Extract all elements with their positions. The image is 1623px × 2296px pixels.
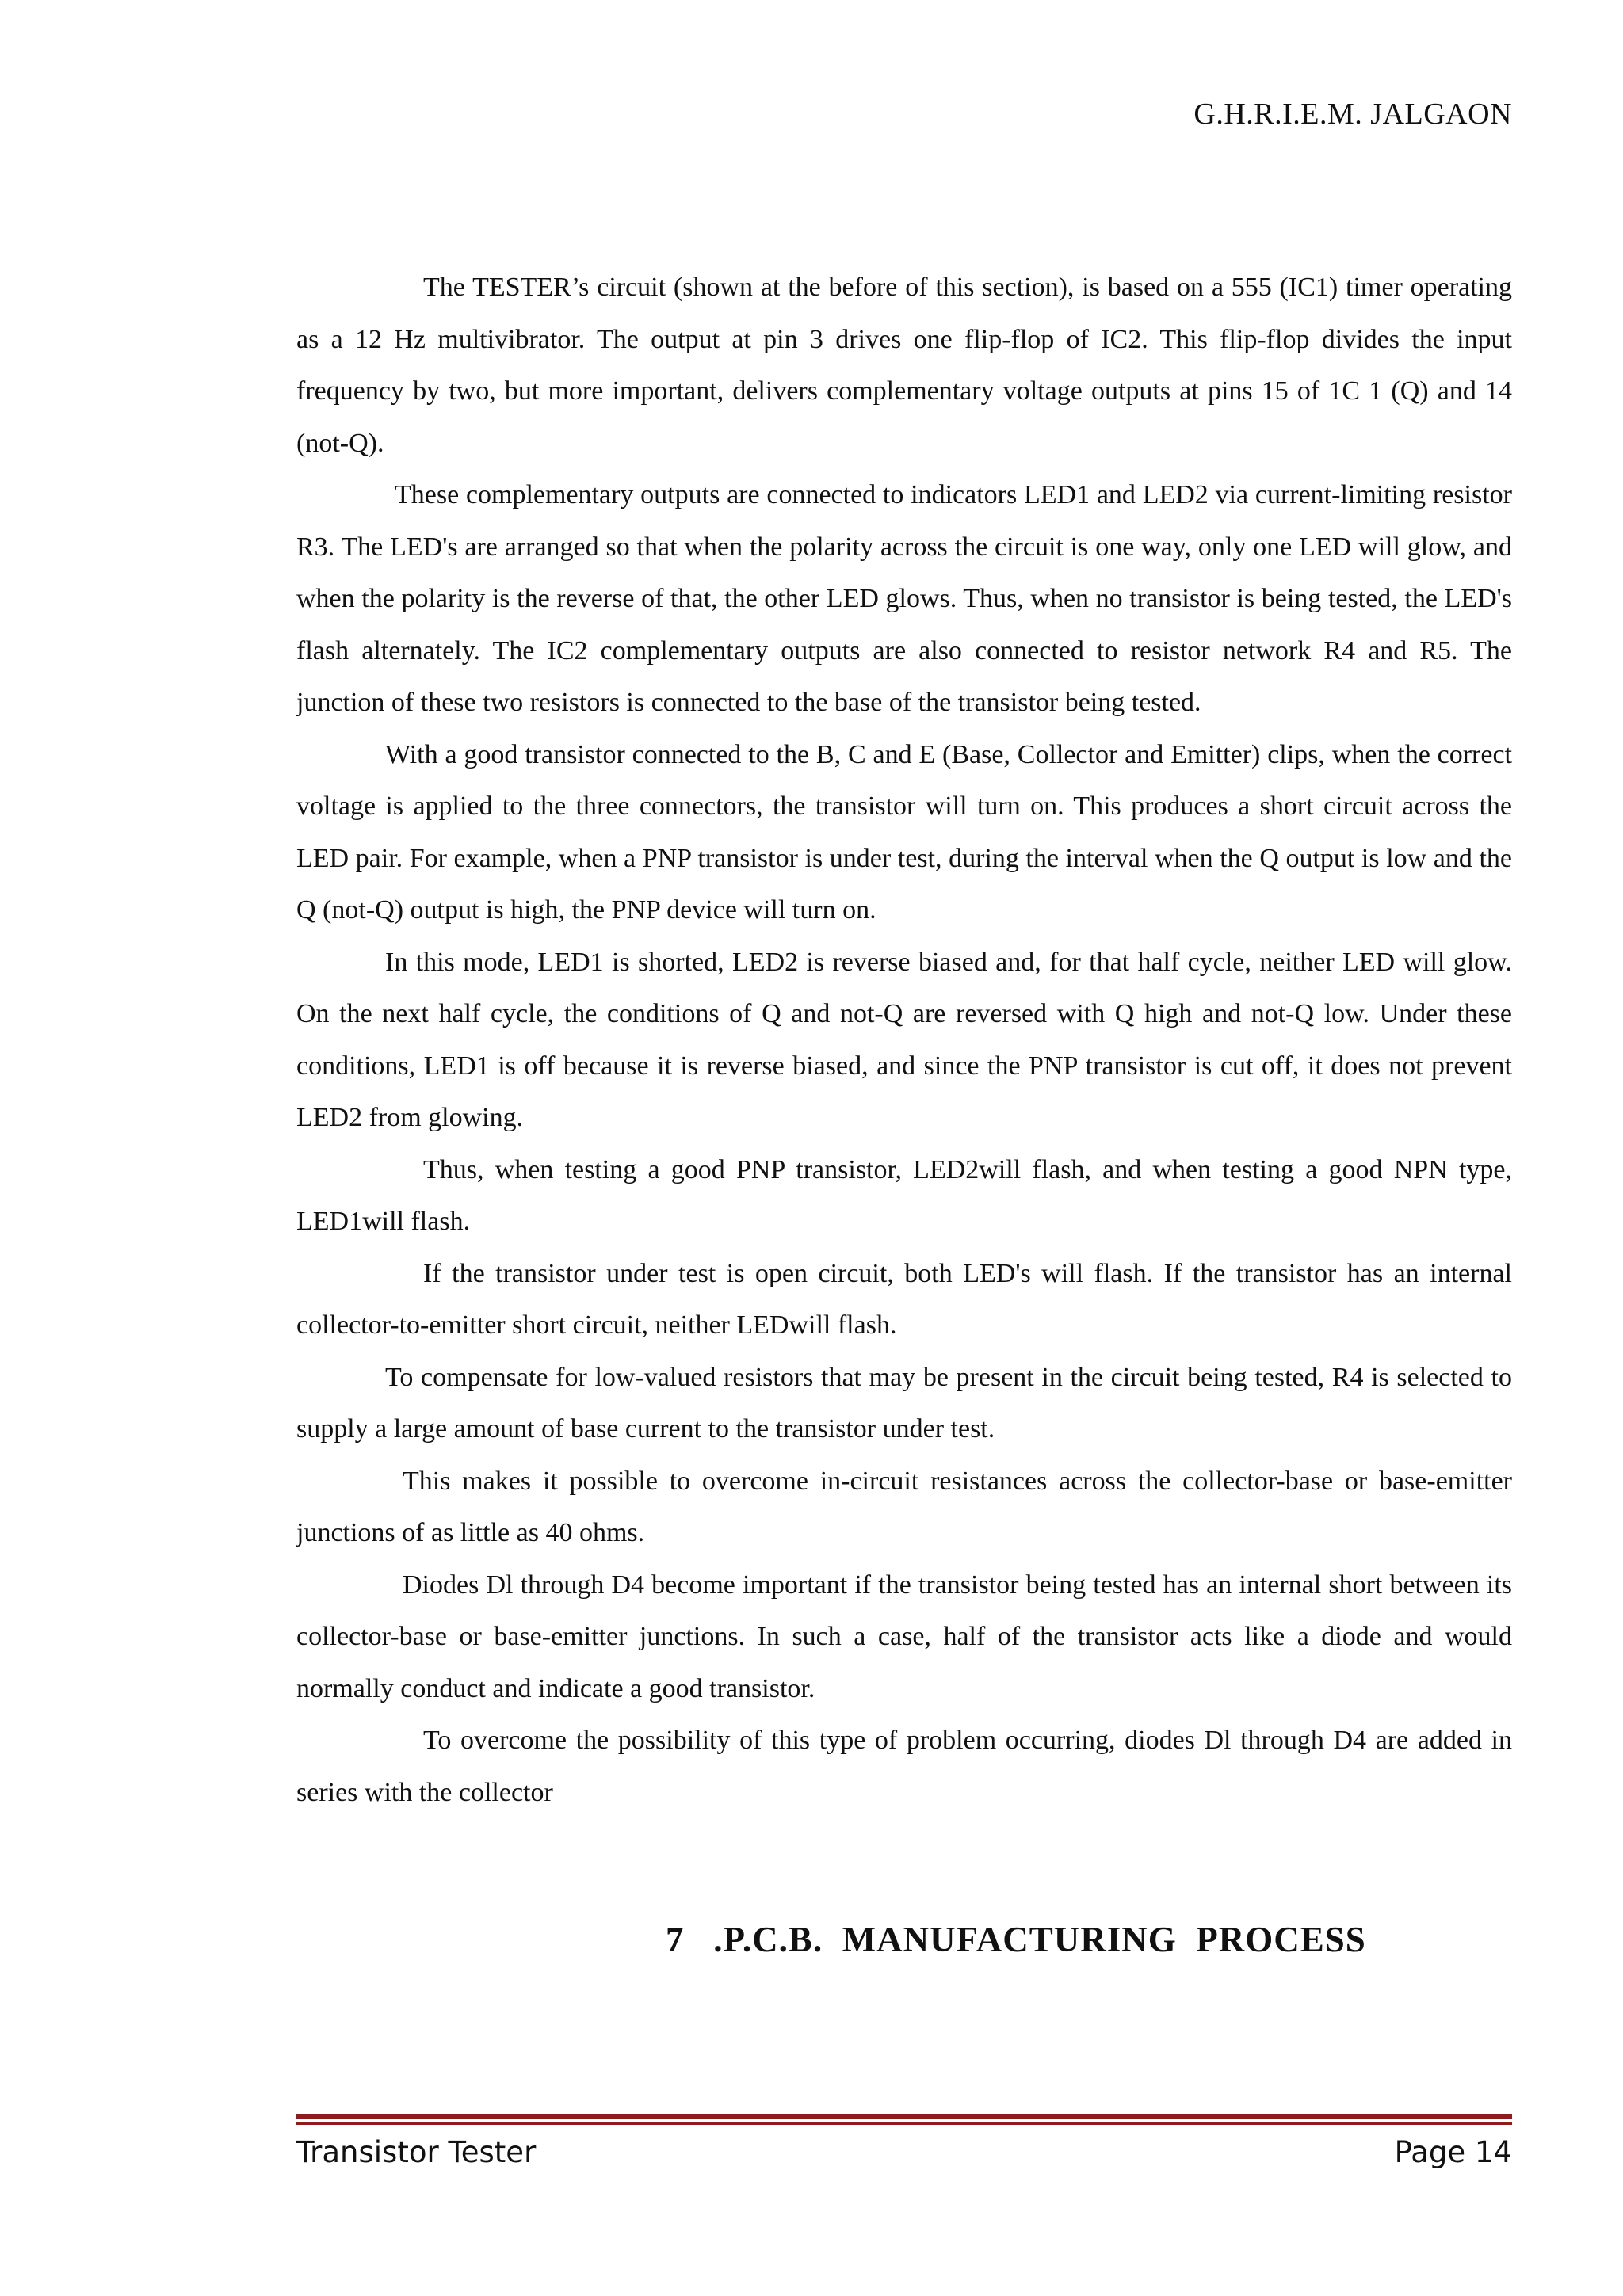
paragraph-3: With a good transistor connected to the B, C and E (Base, Collector and Emitter) clips, when the correct voltage is applied to the three connectors, the transistor will turn on. This produces a short circuit across the LED pair. For example, when a PNP transistor is under test, during the interval when the Q output is low and the Q (not-Q) output is high, the PNP device will turn on.: [296, 739, 1512, 925]
header-institution: G.H.R.I.E.M. JALGAON: [1193, 97, 1512, 131]
paragraph-6: If the transistor under test is open circuit, both LED's will flash. If the transistor has an internal collector-to-emitter short circuit, neither LEDwill flash.: [296, 1258, 1512, 1340]
paragraph-10: To overcome the possibility of this type of problem occurring, diodes Dl through D4 are added in series with the collector: [296, 1726, 1512, 1807]
paragraph-4: In this mode, LED1 is shorted, LED2 is reverse biased and, for that half cycle, neither LED will glow. On the next half cycle, the conditions of Q and not-Q are reversed with Q high and not-Q low. Under these conditions, LED1 is off because it is reverse biased, and since the PNP transistor is cut off, it does not prevent LED2 from glowing.: [296, 947, 1512, 1132]
section-heading: 7 .P.C.B. MANUFACTURING PROCESS: [666, 1920, 1366, 1959]
paragraph-1: The TESTER’s circuit (shown at the before of this section), is based on a 555 (IC1) timer operating as a 12 Hz multivibrator. The output at pin 3 drives one flip-flop of IC2. This flip-flop divides the input frequency by two, but more important, delivers complementary voltage outputs at pins 15 of 1C 1 (Q) and 14 (not-Q).: [296, 273, 1512, 458]
paragraph-5: Thus, when testing a good PNP transistor, LED2will flash, and when testing a good NPN type, LED1will flash.: [296, 1154, 1512, 1236]
footer-divider-thin: [296, 2122, 1512, 2125]
paragraph-8: This makes it possible to overcome in-circuit resistances across the collector-base or base-emitter junctions of as little as 40 ohms.: [296, 1466, 1512, 1547]
footer-divider: [296, 2114, 1512, 2125]
footer-page-number: Page 14: [1394, 2135, 1512, 2169]
paragraph-2: These complementary outputs are connected to indicators LED1 and LED2 via current-limiting resistor R3. The LED's are arranged so that when the polarity across the circuit is one way, only one LED will glow, and when the polarity is the reverse of that, the other LED glows. Thus, when no transistor is being tested, the LED's flash alternately. The IC2 complementary outputs are also connected to resistor network R4 and R5. The junction of these two resistors is connected to the base of the transistor being tested.: [296, 480, 1512, 717]
footer-title: Transistor Tester: [296, 2135, 537, 2169]
footer-divider-thick: [296, 2114, 1512, 2119]
paragraph-9: Diodes Dl through D4 become important if the transistor being tested has an internal short between its collector-base or base-emitter junctions. In such a case, half of the transistor acts like a diode and would normally conduct and indicate a good transistor.: [296, 1569, 1512, 1703]
paragraph-7: To compensate for low-valued resistors that may be present in the circuit being tested, R4 is selected to supply a large amount of base current to the transistor under test.: [296, 1362, 1512, 1444]
body-text: [296, 261, 1512, 1818]
